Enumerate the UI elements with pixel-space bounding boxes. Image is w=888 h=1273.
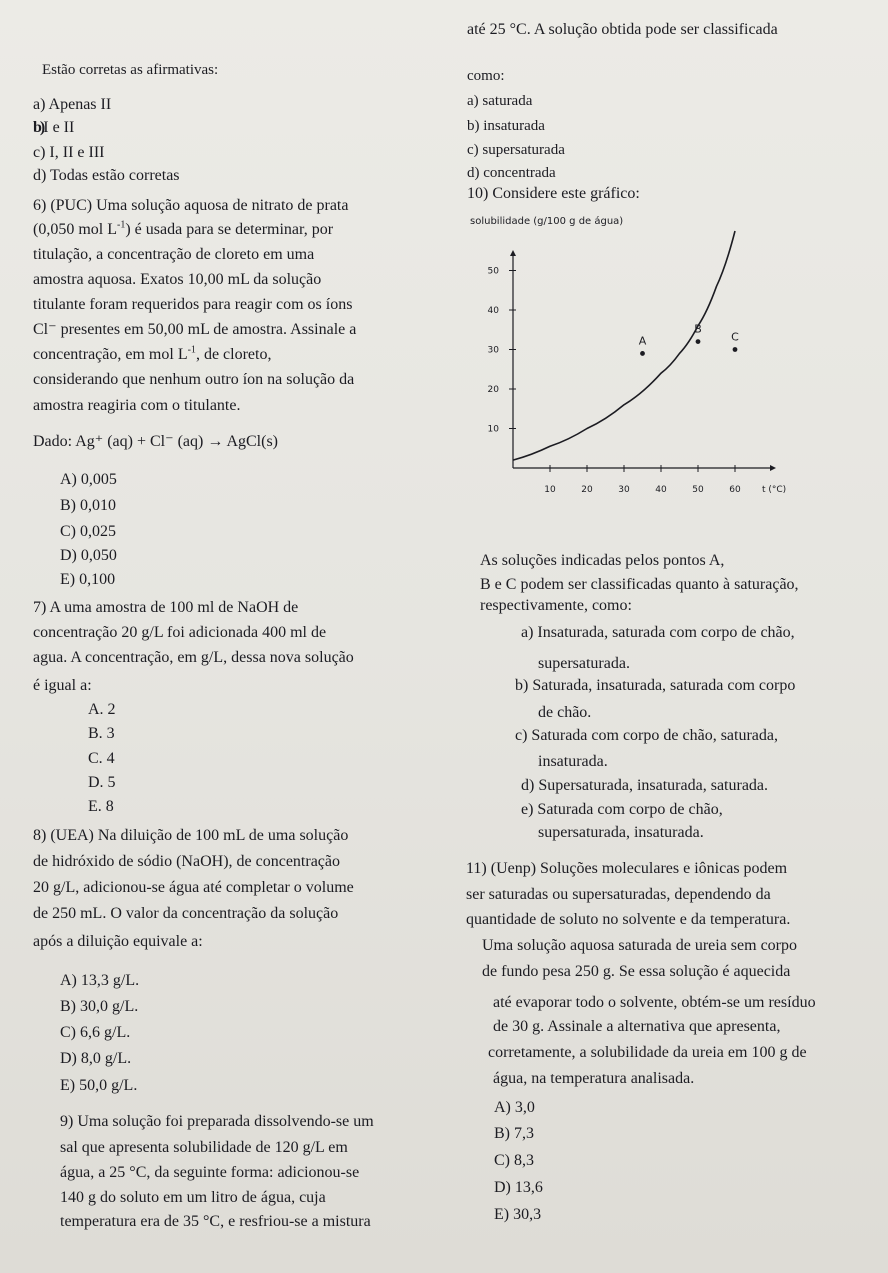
prev-question-header: Estão corretas as afirmativas: — [42, 62, 219, 78]
q6-option-d: D) 0,050 — [60, 547, 117, 564]
q8-option-c: C) 6,6 g/L. — [60, 1024, 131, 1041]
q8-option-b: B) 30,0 g/L. — [60, 998, 139, 1015]
x-tick-label: 20 — [581, 485, 593, 495]
q6-line-7a: concentração, em mol L — [33, 346, 188, 363]
x-tick-label: 30 — [618, 485, 630, 495]
q6-option-b: B) 0,010 — [60, 497, 116, 514]
q11-option-d: D) 13,6 — [494, 1179, 543, 1196]
solubility-curve — [513, 231, 735, 460]
q9-option-b: b) insaturada — [467, 118, 545, 134]
q7-option-a: A. 2 — [88, 701, 116, 718]
q7-option-c: C. 4 — [88, 750, 115, 767]
prev-option-a: a) Apenas II — [33, 96, 112, 113]
q7-option-e: E. 8 — [88, 798, 114, 815]
point-a — [640, 351, 645, 356]
q9-line-3: água, a 25 °C, da seguinte forma: adicionou-se — [60, 1164, 360, 1181]
q10-title: 10) Considere este gráfico: — [467, 185, 640, 202]
q11-line-5: de fundo pesa 250 g. Se essa solução é aquecida — [482, 963, 791, 980]
q8-line-4: de 250 mL. O valor da concentração da solução — [33, 905, 339, 922]
q8-option-a: A) 13,3 g/L. — [60, 972, 140, 989]
x-axis-title: t (°C) — [762, 485, 787, 495]
point-label-c: C — [731, 330, 739, 344]
q11-line-7: de 30 g. Assinale a alternativa que apresenta, — [493, 1018, 781, 1035]
q11-line-9: água, na temperatura analisada. — [493, 1070, 695, 1087]
q11-line-3: quantidade de soluto no solvente e da temperatura. — [466, 911, 791, 928]
q10-after-line-2: B e C podem ser classificadas quanto à saturação, — [480, 576, 799, 593]
q6-line-4: amostra aquosa. Exatos 10,00 mL da solução — [33, 271, 322, 288]
q6-line-8: considerando que nenhum outro íon na solução da — [33, 371, 355, 388]
q10-option-e: e) Saturada com corpo de chão, — [521, 801, 723, 818]
x-tick-label: 40 — [655, 485, 667, 495]
q10-option-d: d) Supersaturada, insaturada, saturada. — [521, 777, 769, 794]
prev-option-b-text: I e II — [43, 119, 75, 136]
q10-option-a-cont: supersaturada. — [538, 655, 630, 672]
q10-option-c: c) Saturada com corpo de chão, saturada, — [515, 727, 778, 744]
q6-exponent-1: -1 — [117, 219, 126, 231]
point-label-b: B — [694, 322, 702, 336]
q8-line-2: de hidróxido de sódio (NaOH), de concentração — [33, 853, 340, 870]
prev-option-c: c) I, II e III — [33, 144, 105, 161]
q6-line-6: Cl⁻ presentes em 50,00 mL de amostra. Assinale a — [33, 321, 357, 338]
x-tick-label: 10 — [544, 485, 556, 495]
x-tick-label: 50 — [692, 485, 704, 495]
q7-line-1: 7) A uma amostra de 100 ml de NaOH de — [33, 599, 299, 616]
q6-line-2 — [33, 220, 333, 240]
q9-option-d: d) concentrada — [467, 165, 556, 181]
q11-option-b: B) 7,3 — [494, 1125, 534, 1142]
q9-line-1: 9) Uma solução foi preparada dissolvendo-se um — [60, 1113, 374, 1130]
q7-option-d: D. 5 — [88, 774, 116, 791]
q8-line-5: após a diluição equivale a: — [33, 933, 203, 950]
y-tick-label: 20 — [487, 385, 499, 395]
q11-line-4: Uma solução aquosa saturada de ureia sem corpo — [482, 937, 797, 954]
q6-line-3: titulação, a concentração de cloreto em uma — [33, 246, 315, 263]
q9-line-5: temperatura era de 35 °C, e resfriou-se a mistura — [60, 1213, 371, 1230]
q7-line-2: concentração 20 g/L foi adicionada 400 ml de — [33, 624, 327, 641]
q11-option-a: A) 3,0 — [494, 1099, 535, 1116]
point-b — [696, 339, 701, 344]
q8-line-1: 8) (UEA) Na diluição de 100 mL de uma solução — [33, 827, 349, 844]
q10-option-b: b) Saturada, insaturada, saturada com corpo — [515, 677, 796, 694]
q6-line-7 — [33, 345, 271, 365]
solubility-chart-svg — [470, 212, 800, 512]
y-tick-label: 40 — [487, 306, 499, 316]
q6-line-2b: ) é usada para se determinar, por — [125, 221, 334, 238]
prev-option-b — [33, 118, 74, 138]
q7-line-3: agua. A concentração, em g/L, dessa nova solução — [33, 649, 354, 666]
q8-line-3: 20 g/L, adicionou-se água até completar o volume — [33, 879, 354, 896]
q10-after-line-1: As soluções indicadas pelos pontos A, — [480, 552, 725, 569]
q6-exponent-2: -1 — [187, 344, 196, 356]
q10-option-b-cont: de chão. — [538, 704, 592, 721]
q11-line-2: ser saturadas ou supersaturadas, dependendo da — [466, 886, 771, 903]
q6-option-a: A) 0,005 — [60, 471, 117, 488]
q11-line-8: corretamente, a solubilidade da ureia em 100 g de — [488, 1044, 807, 1061]
q6-line-5: titulante foram requeridos para reagir com os íons — [33, 296, 353, 313]
q9-cont-line-2: como: — [467, 68, 505, 84]
q11-option-c: C) 8,3 — [494, 1152, 534, 1169]
x-tick-label: 60 — [729, 485, 741, 495]
q11-line-1: 11) (Uenp) Soluções moleculares e iônicas podem — [466, 860, 788, 877]
x-axis-arrow — [770, 465, 776, 471]
q6-line-1: 6) (PUC) Uma solução aquosa de nitrato de prata — [33, 197, 349, 214]
q8-option-e: E) 50,0 g/L. — [60, 1077, 138, 1094]
handwritten-mark: b) — [33, 119, 44, 136]
q11-option-e: E) 30,3 — [494, 1206, 542, 1223]
q9-line-4: 140 g do soluto em um litro de água, cuja — [60, 1189, 326, 1206]
point-label-a: A — [638, 334, 647, 348]
q6-line-7b: , de cloreto, — [195, 346, 272, 363]
q10-after-line-3: respectivamente, como: — [480, 597, 632, 614]
solubility-chart — [470, 212, 800, 512]
q9-option-a: a) saturada — [467, 93, 533, 109]
q6-option-c: C) 0,025 — [60, 523, 116, 540]
q10-option-a: a) Insaturada, saturada com corpo de chão, — [521, 624, 795, 641]
q6-option-e: E) 0,100 — [60, 571, 116, 588]
q6-line-9: amostra reagiria com o titulante. — [33, 397, 241, 414]
q11-line-6: até evaporar todo o solvente, obtém-se um resíduo — [493, 994, 816, 1011]
q10-option-c-cont: insaturada. — [538, 753, 608, 770]
q9-option-c: c) supersaturada — [467, 142, 565, 158]
q9-line-2: sal que apresenta solubilidade de 120 g/L em — [60, 1139, 348, 1156]
y-axis-arrow — [510, 250, 516, 256]
q6-dado: Dado: Ag⁺ (aq) + Cl⁻ (aq) → AgCl(s) — [33, 433, 278, 450]
y-tick-label: 30 — [487, 345, 499, 356]
y-axis-title: solubilidade (g/100 g de água) — [470, 216, 624, 227]
q6-line-2a: (0,050 mol L — [33, 221, 117, 238]
point-c — [733, 347, 738, 352]
q8-option-d: D) 8,0 g/L. — [60, 1050, 132, 1067]
y-tick-label: 10 — [487, 424, 499, 435]
q7-line-4: é igual a: — [33, 677, 92, 694]
q7-option-b: B. 3 — [88, 725, 115, 742]
q9-cont-line-1: até 25 °C. A solução obtida pode ser classificada — [467, 21, 778, 38]
q10-option-e-cont: supersaturada, insaturada. — [538, 824, 704, 841]
prev-option-d: d) Todas estão corretas — [33, 167, 180, 184]
y-tick-label: 50 — [487, 266, 499, 277]
